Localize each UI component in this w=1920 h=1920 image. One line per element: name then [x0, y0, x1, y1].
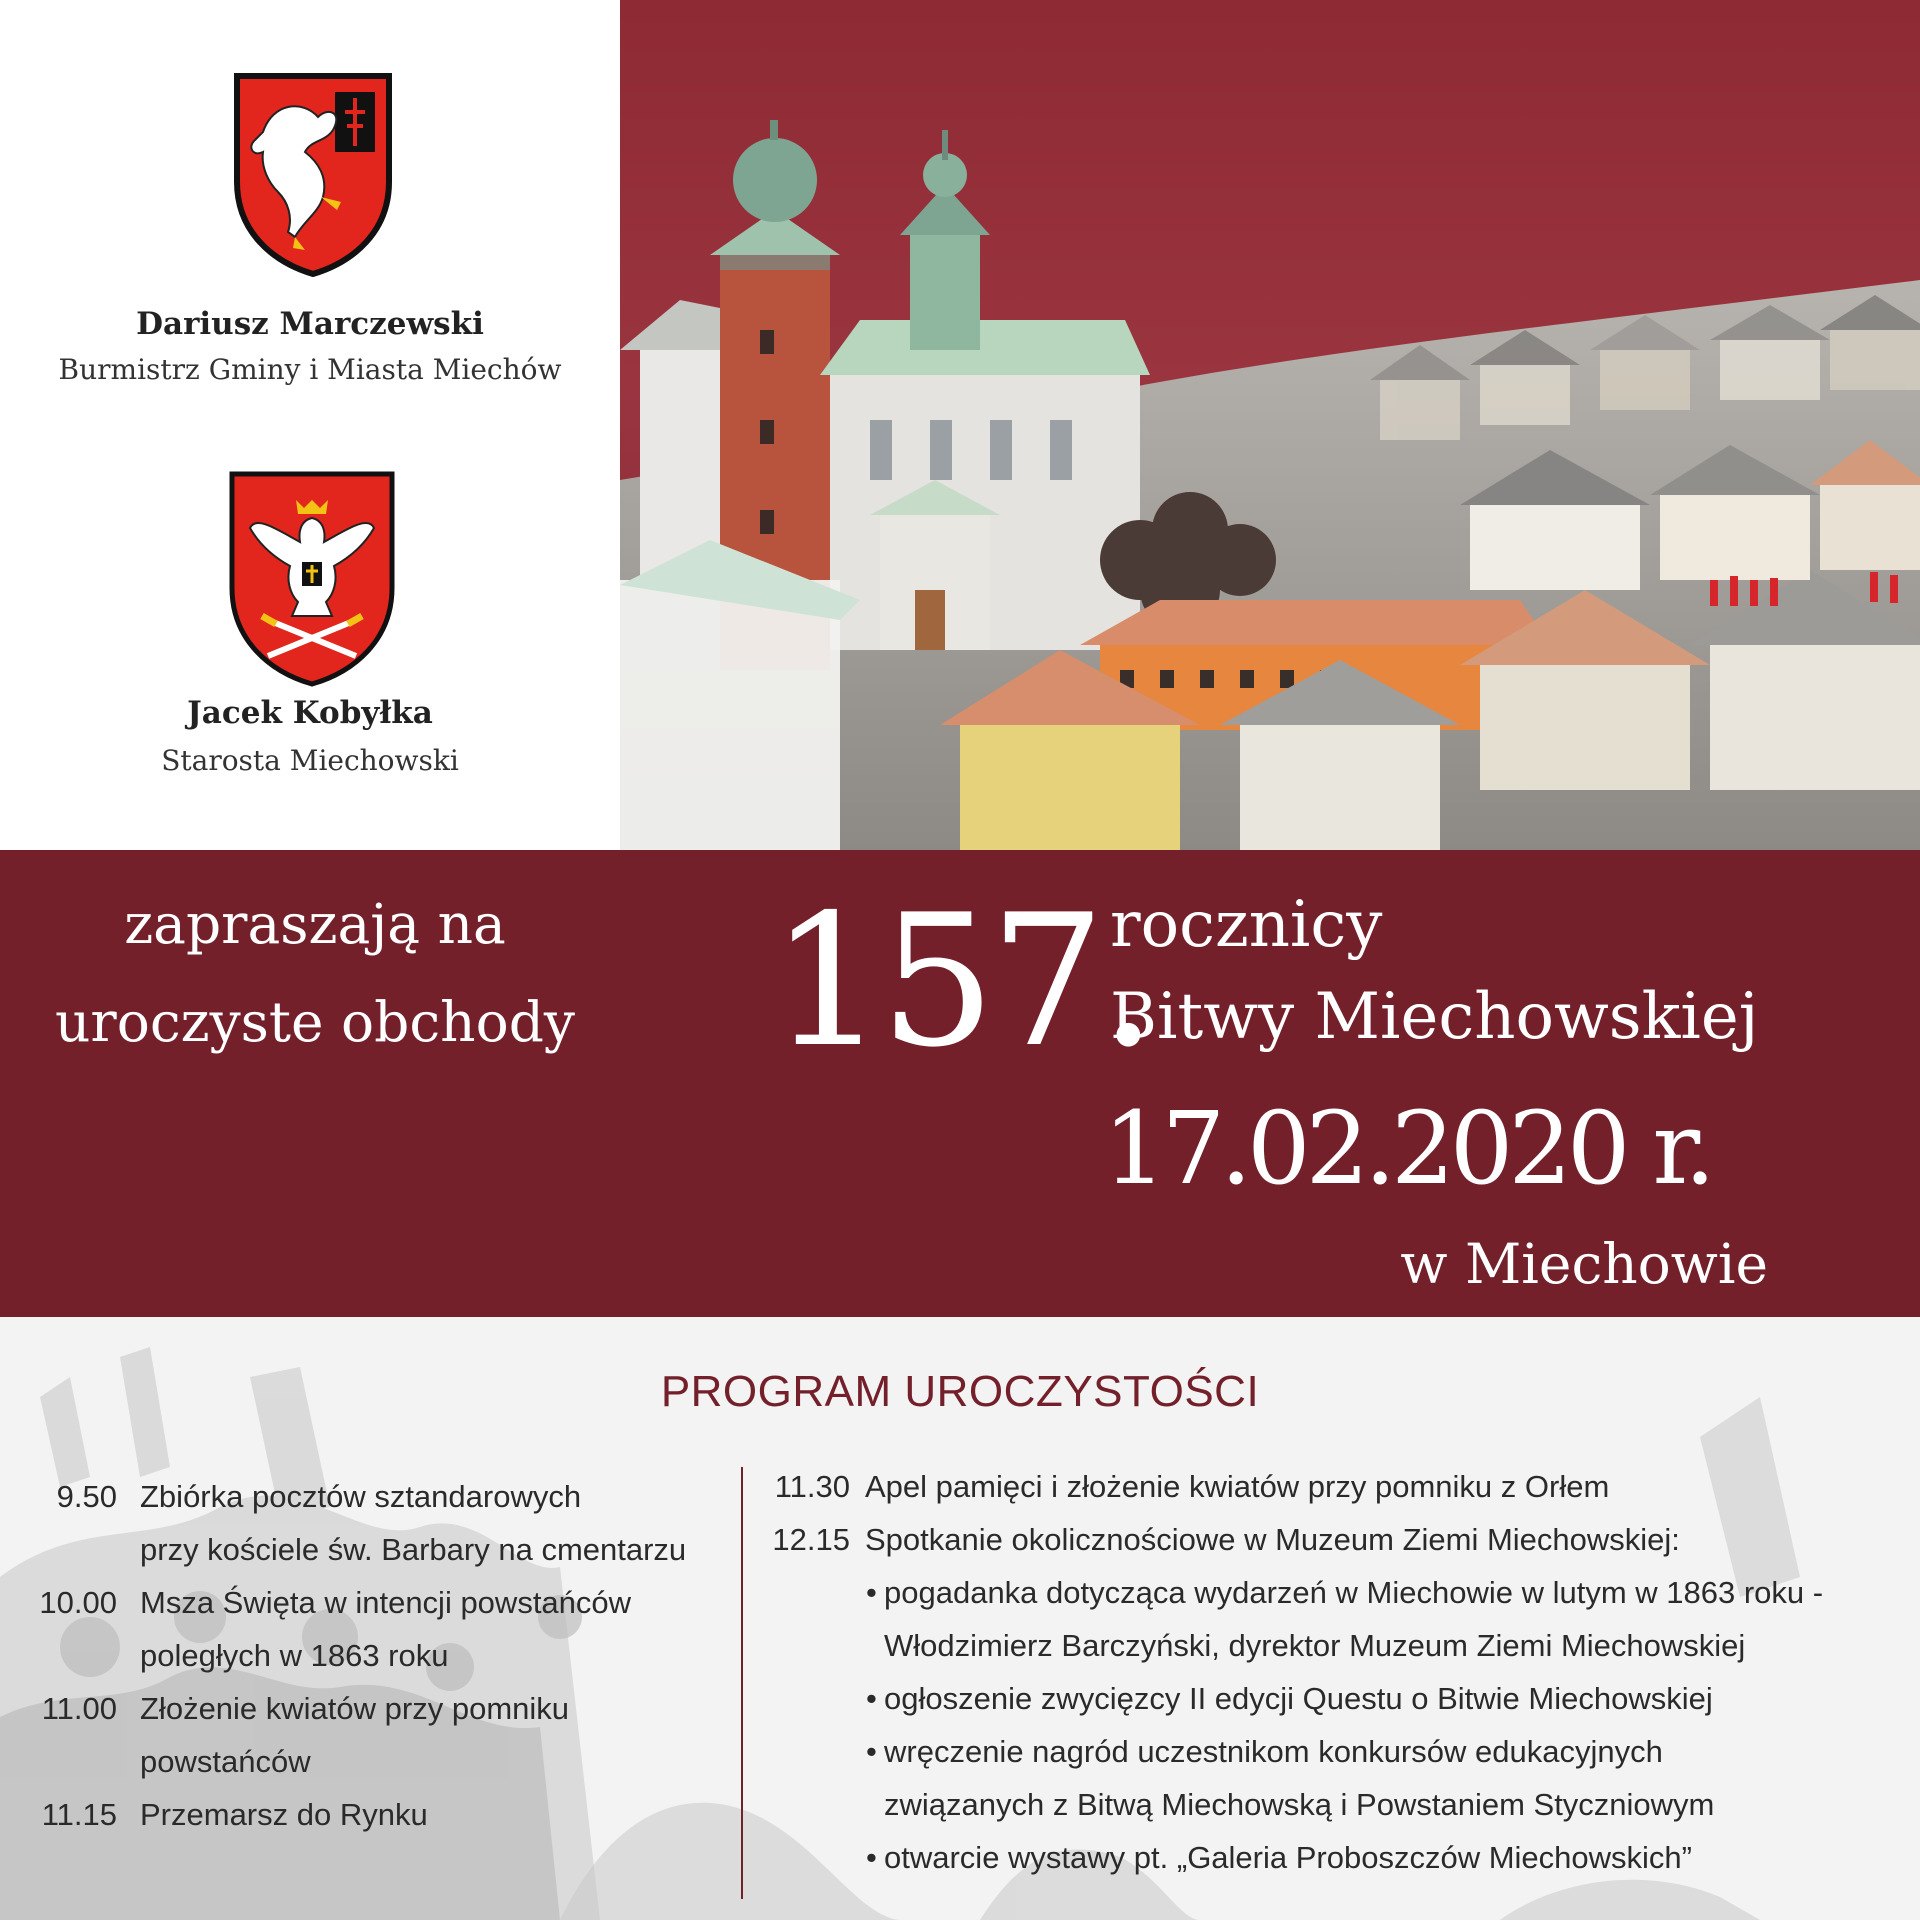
host-name: Dariusz Marczewski	[136, 306, 484, 342]
entry-text: Zbiórka pocztów sztandarowych	[140, 1479, 582, 1514]
host-role: Starosta Miechowski	[161, 744, 459, 777]
invitation-line: zapraszają na	[124, 892, 506, 956]
entry-text: powstańców	[140, 1744, 311, 1779]
event-place: w Miechowie	[1400, 1232, 1768, 1296]
anniversary-number: 157.	[770, 875, 1152, 1087]
entry-time: 10.00	[39, 1585, 117, 1620]
host-name: Jacek Kobyłka	[187, 695, 433, 731]
entry-text: Msza Święta w intencji powstańców	[140, 1585, 632, 1620]
entry-time: 11.00	[41, 1691, 117, 1726]
diorama-photo	[620, 0, 1920, 850]
host-role: Burmistrz Gminy i Miasta Miechów	[58, 353, 562, 386]
entry-text: przy kościele św. Barbary na cmentarzu	[140, 1532, 687, 1567]
entry-time: 11.15	[41, 1797, 117, 1832]
entry-time: 9.50	[56, 1479, 117, 1514]
event-date: 17.02.2020 r.	[1103, 1090, 1711, 1207]
program-section	[0, 1317, 1920, 1920]
program-bullet: • wręczenie nagród uczestnikom konkursów edukacyjnych	[884, 1725, 1663, 1778]
eagle-crest-icon	[228, 470, 396, 688]
program-title: PROGRAM UROCZYSTOŚCI	[660, 1367, 1260, 1416]
entry-text: poległych w 1863 roku	[140, 1638, 449, 1673]
town-model-image	[620, 0, 1920, 850]
event-title-line: rocznicy	[1110, 888, 1383, 962]
invitation-line: uroczyste obchody	[55, 990, 575, 1054]
program-bullet-continuation: związanych z Bitwą Miechowską i Powstaniem Styczniowym	[884, 1787, 1715, 1822]
entry-text: Spotkanie okolicznościowe w Muzeum Ziemi Miechowskiej:	[865, 1522, 1680, 1557]
hosts-panel	[0, 0, 620, 850]
program-bullet: • ogłoszenie zwycięzcy II edycji Questu o Bitwie Miechowskiej	[884, 1672, 1713, 1725]
entry-text: Przemarsz do Rynku	[140, 1797, 428, 1832]
program-bullet: • pogadanka dotycząca wydarzeń w Miechowie w lutym w 1863 roku -	[884, 1566, 1823, 1619]
griffin-crest-icon	[233, 72, 393, 277]
entry-time: 12.15	[772, 1522, 850, 1557]
column-divider	[741, 1467, 743, 1899]
entry-text: Apel pamięci i złożenie kwiatów przy pomniku z Orłem	[865, 1469, 1610, 1504]
event-title-line: Bitwy Miechowskiej	[1110, 980, 1759, 1054]
program-bullet-continuation: Włodzimierz Barczyński, dyrektor Muzeum Ziemi Miechowskiej	[884, 1628, 1746, 1663]
entry-time: 11.30	[774, 1469, 850, 1504]
entry-text: Złożenie kwiatów przy pomniku	[140, 1691, 570, 1726]
invitation-band	[0, 850, 1920, 1317]
program-bullet: • otwarcie wystawy pt. „Galeria Proboszczów Miechowskich”	[884, 1831, 1692, 1884]
